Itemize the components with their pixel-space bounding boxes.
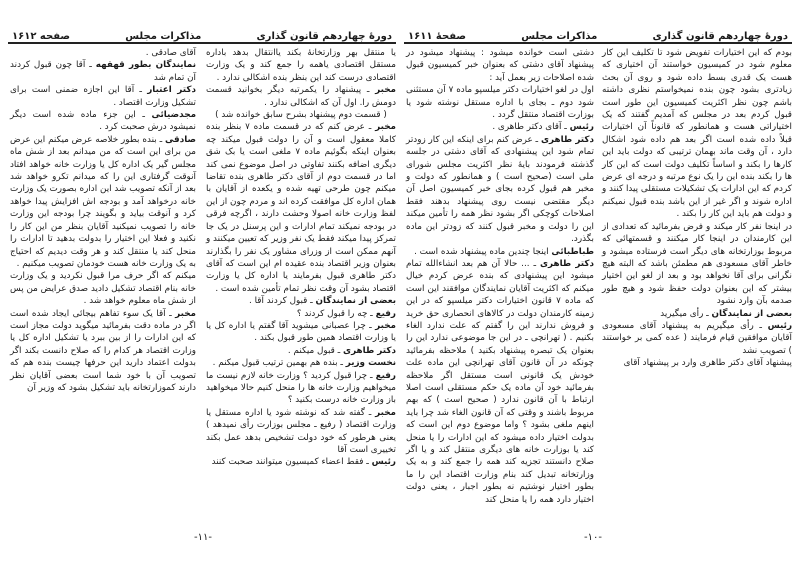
paragraph bbox=[206, 320, 396, 345]
speaker-name: صادقی bbox=[165, 134, 197, 145]
text-column-left bbox=[406, 47, 594, 506]
paragraph-text: ـ بنده هم بهمین ترتیب قبول میکنم . bbox=[212, 358, 343, 369]
paragraph bbox=[206, 121, 396, 295]
paragraph bbox=[206, 84, 396, 109]
paragraph bbox=[206, 370, 396, 407]
paragraph bbox=[602, 308, 792, 320]
paragraph-text: ـ پیشنهاد را یکمرتبه دیگر بخوانید قسمت دومش را. اول آن که اشکالی ندارد . bbox=[206, 85, 396, 108]
speaker-name: نخست وزیر bbox=[345, 358, 396, 369]
paragraph bbox=[602, 320, 792, 357]
right-page-header bbox=[404, 26, 792, 44]
paragraph bbox=[602, 357, 792, 369]
paragraph-text: آقای صادقی . bbox=[145, 48, 196, 58]
speaker-name: رفیع bbox=[375, 308, 396, 319]
paragraph bbox=[406, 134, 594, 246]
header-title: دورهٔ چهاردهم قانون گذاری bbox=[652, 31, 788, 42]
speaker-name: نمایندگان بطور قهقهه bbox=[95, 60, 197, 71]
paragraph-text: ـ قبول میکنم . bbox=[287, 345, 341, 356]
paragraph-text: ـ رأی میگیریم به پیشنهاد آقای مسعودی آقایان موافقین قیام فرمایند ( عده کمی بر خواستند ) تصویب نشد bbox=[602, 320, 792, 356]
paragraph bbox=[10, 59, 196, 84]
paragraph bbox=[602, 47, 792, 221]
right-page bbox=[404, 0, 792, 572]
speaker-name: مجدضیائی bbox=[151, 110, 197, 121]
paragraph-text: ـ قبول کردند آقا . bbox=[249, 296, 313, 307]
text-column-right bbox=[206, 47, 396, 469]
paragraph-text: پیشنهاد آقای دکتر طاهری وارد بر پیشنهاد آقای bbox=[623, 358, 792, 369]
speaker-name: مخبر bbox=[375, 122, 396, 133]
paragraph-text: ـ آقای دکتر طاهری . bbox=[492, 122, 567, 133]
paragraph bbox=[10, 109, 196, 134]
text-column-left bbox=[10, 47, 196, 394]
left-page bbox=[8, 0, 396, 572]
speaker-name: مخبر bbox=[175, 308, 196, 319]
paragraph-text: بودم که این اختیارات تفویض شود تا تکلیف این کار معلوم شود در کمیسیون خواستند آن اختیاری که هست یک قدری بسط داده شود و روی آن بحث زیادتری بشود چون بنده نمیخواستم نظری داشته باشم چون نظر اکثریت کمیسیون این طور است قبول کردم بعد در مجلس که آمدیم گفتند که یک اختیاراتی هست و همانطور که قانوناً آن اختیارات قبلاً داده شده است اگر بعد هم داده شود اشکال دارد ، آن وقت ماند بهمان ترتیبی که دولت باید این کارها را بکند و اساساً تکلیف دولت است که این کار ها را بکند بنده این را یک نوع مرتبه و درجه ای عرض کردم که این ادارات یک تشکیلات مستقلی پیدا کنند و اداره شوند و اگر غیر از این باشد بنده قبول نمیکنم و دولت هم باید این کار را بکند . bbox=[602, 48, 792, 220]
paragraph bbox=[206, 456, 396, 468]
speaker-name: دکتر اعتبار bbox=[147, 85, 196, 96]
paragraph bbox=[406, 246, 594, 258]
speaker-name: رئیس bbox=[767, 320, 793, 331]
paragraph bbox=[406, 121, 594, 133]
paragraph bbox=[10, 47, 196, 59]
paragraph-text: ـ آقا یک سوء تفاهم بیجائی ایجاد شده است اگر در ماده دقت بفرمائید میگوید دولت مجاز است که این ادارات را از بین ببرد یا تشکیل اداره کل یا وزارت اقتصاد هر کدام را که صلاح دانست بکند اگر بدولت اعتماد دارید این حرفها چیست بنده هم که تصویب آن با خود شما است بعضی آقایان نظر دارند کموزارتخانه باید تشکیل بشود که وزیر آن bbox=[10, 308, 196, 393]
paragraph bbox=[206, 357, 396, 369]
speaker-name: دکتر طاهری bbox=[539, 258, 595, 269]
paragraph bbox=[602, 221, 792, 308]
paragraph bbox=[10, 308, 196, 395]
header-section: مذاکرات مجلس bbox=[125, 31, 202, 42]
paragraph-text: ( قسمت دوم پیشنهاد بشرح سابق خوانده شد ) bbox=[215, 110, 387, 121]
paragraph-text: ـ این جزء ماده شده است دیگر نمیشود درش صحبت کرد . bbox=[10, 110, 196, 133]
speaker-name: دکتر طاهری bbox=[343, 345, 396, 356]
speaker-name: دکتر طاهری bbox=[540, 134, 595, 145]
speaker-name: بعضی از نمایندگان bbox=[711, 308, 792, 319]
header-page: صفحهٔ ۱۶۱۱ bbox=[408, 31, 467, 42]
paragraph-text: ـ گفته شد که نوشته شود یا اداره مستقل یا وزارت اقتصاد ( رفیع ـ مجلس بوزارت رأی نمیدهد ) یعنی هرطور که خود دولت تشخیص بدهد عمل بکند تخییری است آقا bbox=[206, 407, 396, 455]
paragraph bbox=[206, 345, 396, 357]
speaker-name: رئیس bbox=[569, 122, 594, 133]
paragraph-text: ـ آقا چون قبول کردند آن تمام شد bbox=[10, 60, 196, 83]
paragraph-text: اول در لغو اختیارات دکتر میلسپو ماده ۷ آن مستثنی شود دوم ـ بجای با اداره مستقل نوشته شود یا بوزارت اقتصاد منتقل گردد . bbox=[406, 85, 594, 121]
header-title: دورهٔ چهاردهم قانون گذاری bbox=[256, 31, 392, 42]
speaker-name: مخبر bbox=[375, 85, 397, 96]
paragraph bbox=[206, 407, 396, 457]
speaker-name: مخبر bbox=[375, 320, 397, 331]
page-number: -۱۰- bbox=[584, 532, 602, 543]
paragraph-text: ـ فقط اعضاء کمیسیون میتوانند صحبت کنند bbox=[211, 457, 369, 468]
speaker-name: بعضی از نمایندگان bbox=[315, 296, 396, 307]
paragraph bbox=[406, 47, 594, 84]
paragraph bbox=[206, 295, 396, 307]
paragraph-text: ـ ... حالا آن هم بعد انشاءالله تمام میشود این پیشنهادی که بنده عرض کردم خیال میکنم که اکثریت آقایان نمایندگان موافقند این است که ماده ۷ قانون اختیارات دکتر میلسپو که در این زمینه کارمندان دولت در کالاهای انحصاری حق خرید و فروش ندارند این را گفتم که علت ندارد الغاء بکنیم . ( تهرانچی ـ در این جا موضوعی ندارد این را بعنوان یک تبصره پیشنهاد بکنید ) ملاحظه بفرمائید چونکه در آن قانون آقای تهرانچی این ماده علت خودش یک قانونی است مستقل اگر ملاحظه بفرمائید خود آن ماده یک حکم مستقلی است اصلا ارتباط با آن قانون ندارد ( صحیح است ) که بهم مربوط باشند و وقتی که آن قانون الغاء شد چرا باید اینهم ملغی بشود ؟ واما موضوع دوم این است که بدولت اختیار داده میشود که این ادارات را یا منحل کند یا بوزارت خانه های دیگری منتقل کند و یا اگر صلاح دانستند تجزیه کند همه را جمع کند و به یک وزارتخانه تبدیل کند بنام وزارت اقتصاد این را ما بطور اختیار نوشتیم نه بطور اجبار ، یعنی دولت اختیار دارد همه را یا منحل کند bbox=[406, 258, 595, 505]
paragraph bbox=[206, 47, 396, 84]
paragraph bbox=[406, 258, 594, 506]
left-page-header bbox=[8, 26, 396, 44]
paragraph bbox=[10, 134, 196, 270]
paragraph-text: میکنم که اگر حرف مرا قبول نکردید و یک وزارت خانه بنام اقتصاد تشکیل دادید صدق عرایض من پس از شش ماه معلوم خواهد شد . bbox=[10, 271, 196, 307]
paragraph bbox=[206, 109, 396, 121]
paragraph-text: دشتی است خوانده میشود : پیشنهاد میشود در پیشنهاد آقای دشتی که بعنوان خبر کمیسیون قبول شده اصلاحات زیر بعمل آید : bbox=[406, 48, 594, 83]
paragraph-text: ـ عرض کنم برای اینکه این کار زودتر تمام شود این پیشنهادی که آقای دشتی در جلسه گذشته فرمودند بایهٔ نظر اکثریت مجلس شورای ملی است (صحیح است ) و همانطور که دولت و مخبر هم قبول کرده بجای خبر کمیسیون اصل آن دیگر مقتضی نیست روی پیشنهاد بدهند فقط اصلاحات کوچکی اگر بشود نظر همه را تأمین میکند این را دولت و مخبر قبول کنند که زودتر این ماده بگذرد. bbox=[406, 134, 594, 245]
paragraph-text: ـ چه را قبول کردند ؟ bbox=[296, 308, 373, 319]
paragraph-text: ـ بنده بطور خلاصه عرض میکنم این عرض من برای این است که من میدانم بعد از شش ماه مجلس گیر یک اداره کل یا وزارت خانه خواهد افتاد آنوقت گرفتاری این را که میدانم تکرو خواهد شد بعد از آنکه تصویب شد این اداره بصورت یک وزارت خانه درخواهد آمد و بودجه اش افزایش پیدا خواهد کرد و آنوقت بیاید و بگویند چرا بودجه این وزارت خانه را تصویب نمیکنید آقایان بنظر من این کار را نکنید و فعلا این اختیار را بدولت بدهید تا ادارات را منحل کند یا منتقل کند و هر وقت دیدیم که احتیاج به یک وزارت خانه هست خودمان تصویب میکنیم . bbox=[10, 134, 196, 269]
paragraph-text: اینجا چندین ماده پیشنهاد شده است . bbox=[414, 246, 549, 257]
paragraph-text: در اینجا نفر کار میکند و فرض بفرمائید که تعدادی از این کارمندان در اینجا کار میکنند و قسمتهائی که مربوط بوزارتخانه های دیگر است فرستاده میشود و خاطر آقای مسعودی هم مطمئن باشد که البته هیچ نگرانی برای آقا نخواهد بود و بعد از لغو این اختیار بیشتر که این بعنوان دولت حفظ شود و هیچ طور صدمه بآن وارد نشود bbox=[602, 221, 792, 307]
paragraph bbox=[206, 308, 396, 320]
paragraph-text: ـ چرا عصبانی میشوید آقا گفتم یا اداره کل یا یا وزارت اقتصاد همین طور قبول بکند . bbox=[206, 320, 396, 344]
paragraph bbox=[10, 84, 196, 109]
speaker-name: رفیع bbox=[375, 370, 396, 381]
header-page: صفحه ۱۶۱۲ bbox=[12, 31, 71, 42]
paragraph-text: ـ چرا قبول کردید ؟ وزارت خانه لازم نیست ما میخواهیم وزارت خانه ها را منحل کنیم حالا میخواهید باز وزارت خانه درست بکنید ؟ bbox=[206, 370, 396, 406]
paragraph-text: ـ عرض کنم که در قسمت ماده ۷ بنظر بنده کاملا معقول است و آن را دولت قبول میکند چه بعنوان اینکه بگوئیم ماده ۷ ملغی است یا بک شق دیگری اضافه بکنند تفاوتی در اصل موضوع نمی کند اما در قسمت دوم از آقای دکتر طاهری بنده تقاضا میکنم چون طرحی تهیه شده و یکعده از آقایان با همان اداره کل موافقت کرده اند و مردم چون از این لفظ وزارت خانه اصولا وحشت دارند ، اگرچه فرقی در بودجه نمیکند تمام ادارات و این پرسنل در یک جا تمرکز پیدا میکند فقط یک نفر وزیر که تعیین میکنند و آنهم ممکن است از وزرای مشاور یک نفر را بگذارند بعنوان وزیر اقتصاد بنده عقیده ام این است که آقای دکتر طاهری قبول بفرمایند یا اداره کل یا وزارت اقتصاد بشود آن وقت نظر تمام تأمین شده است . bbox=[206, 122, 396, 294]
paragraph-text: ـ رأی میگیرید bbox=[660, 308, 709, 319]
paragraph bbox=[406, 84, 594, 121]
speaker-name: طباطبائی bbox=[551, 246, 594, 257]
speaker-name: رئیس bbox=[371, 457, 396, 468]
page-number: -۱۱- bbox=[194, 532, 212, 543]
text-column-right bbox=[602, 47, 792, 370]
paragraph bbox=[10, 270, 196, 307]
speaker-name: مخبر bbox=[375, 407, 397, 418]
paragraph-text: ـ آقا این اجازه ضمنی است برای تشکیل وزارت اقتصاد . bbox=[10, 85, 196, 108]
paragraph-text: یا منتقل بهر وزارتخانهٔ بکند یاانتقال بدهد باداره مستقل اقتصادی یاهمه را جمع کند و یک وزارت اقتصادی درست کند این بنظر بنده اشکالی ندارد . bbox=[206, 48, 396, 83]
header-section: مذاکرات مجلس bbox=[521, 31, 598, 42]
